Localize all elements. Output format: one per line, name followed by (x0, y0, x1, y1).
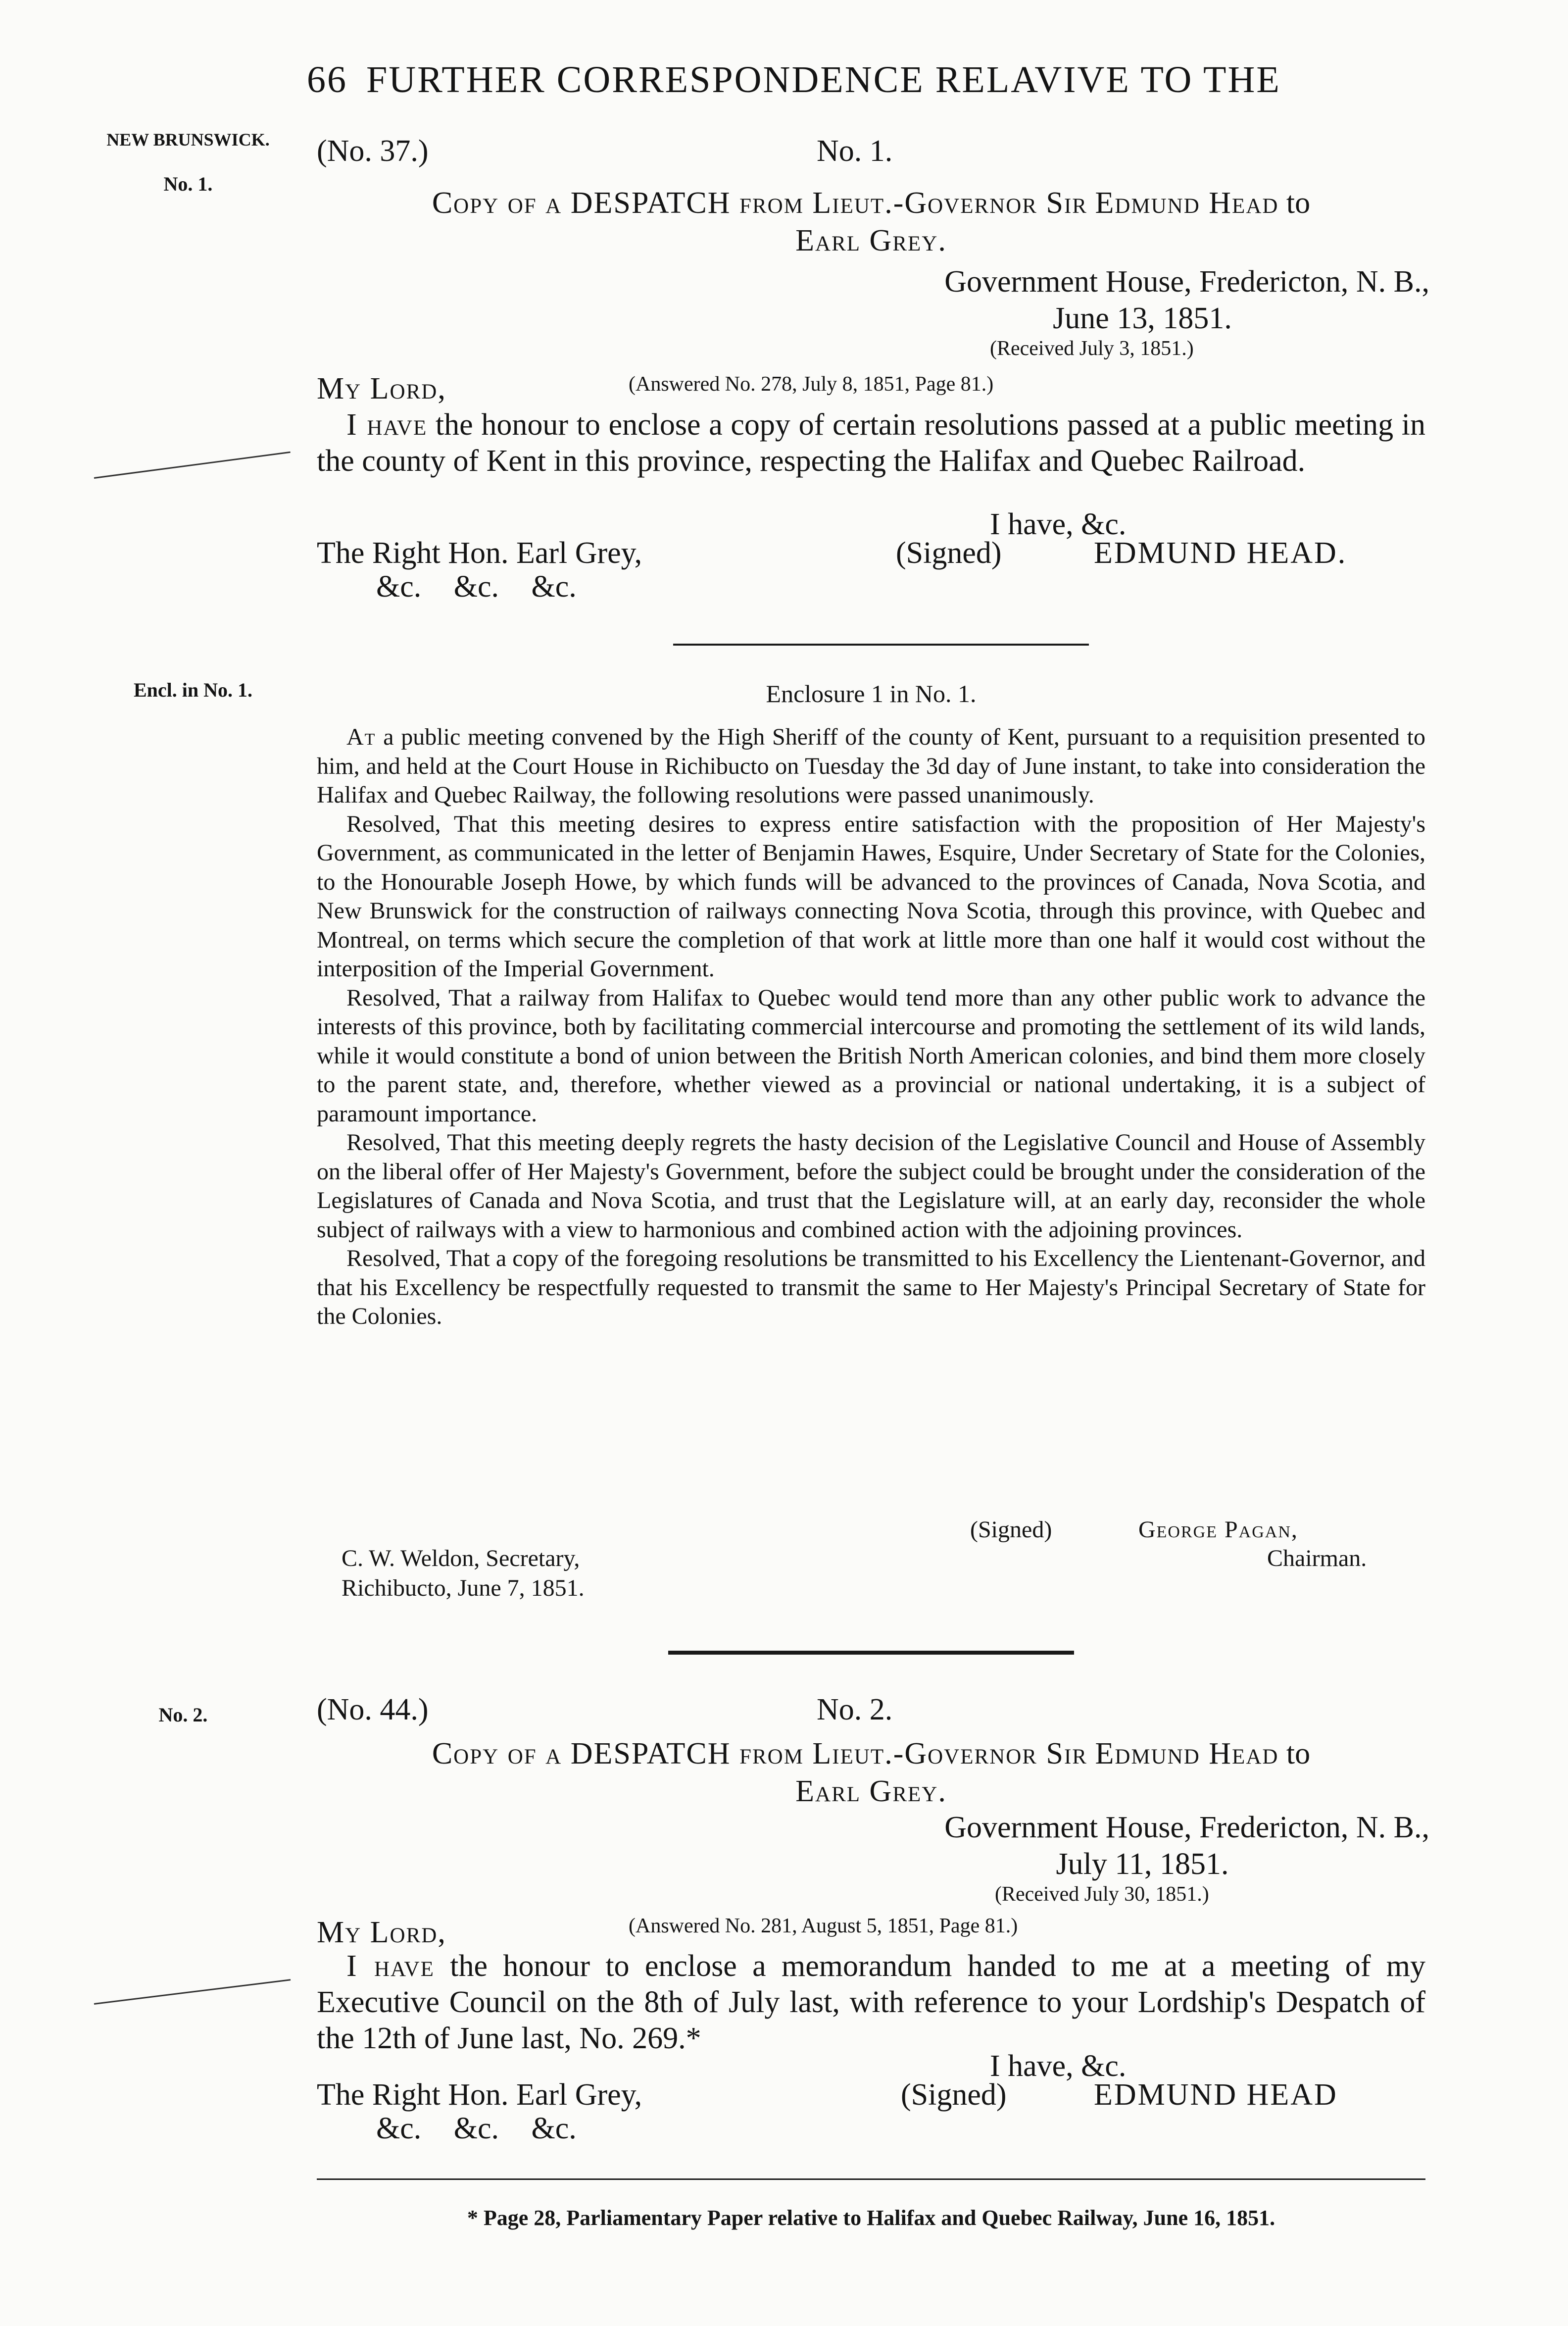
footnote: * Page 28, Parliamentary Paper relative to Halifax and Quebec Railway, June 16, 1851. (467, 2206, 1275, 2230)
despatch2-recipient-2: &c. &c. &c. (376, 2112, 577, 2145)
despatch1-title-name: Edmund Head (1095, 186, 1279, 220)
enclosure-signer-title: Chairman. (1267, 1545, 1367, 1571)
despatch1-signed: (Signed) (896, 536, 1002, 570)
despatch2-opening-word: I have (346, 1949, 435, 1983)
despatch2-date: July 11, 1851. (1056, 1847, 1229, 1881)
despatch2-title-to: to (1286, 1737, 1311, 1770)
despatch1-number: No. 1. (817, 134, 893, 168)
margin-pointer-line (94, 452, 291, 479)
despatch2-title-recipient: Earl Grey. (795, 1774, 947, 1808)
despatch2-ref: (No. 44.) (317, 1693, 429, 1726)
despatch1-address-block (855, 263, 1429, 337)
enclosure-para-4: Resolved, That this meeting deeply regrets the hasty decision of the Legislative Council and House of Assembly on the liberal offer of Her Majesty's Government, before the subject could be brought under the consideration of the Legislatures of Canada and Nova Scotia, and trust that the Legislature will, at an early day, reconsider the whole subject of railways with a view to harmonious and combined action with the adjoining provinces. (317, 1129, 1425, 1243)
despatch2-body (317, 1948, 1425, 2057)
despatch1-answered: (Answered No. 278, July 8, 1851, Page 81.) (629, 373, 994, 396)
margin-no2: No. 2. (158, 1704, 208, 1726)
despatch2-address: Government House, Fredericton, N. B., (944, 1811, 1429, 1844)
enclosure-para-1 (317, 723, 1425, 810)
margin-no1: No. 1. (163, 173, 213, 195)
despatch2-body-text: the honour to enclose a memorandum handed to me at a meeting of my Executive Council on the 8th of July last, with reference to your Lordship's Despatch of the 12th of June last, No. 269.* (317, 1949, 1426, 2055)
enclosure-text (317, 723, 1425, 1331)
despatch1-title-to: to (1286, 186, 1311, 220)
despatch2-signed: (Signed) (901, 2078, 1007, 2112)
enclosure-para-2: Resolved, That this meeting desires to express entire satisfaction with the proposition of Her Majesty's Government, as communicated in the letter of Benjamin Hawes, Esquire, Under Secretary of State for the Colonies, to the Honourable Joseph Howe, by which funds will be advanced to the provinces of Canada, Nova Scotia, and New Brunswick for the construction of railways connecting Nova Scotia, through this province, with Quebec and Montreal, on terms which secure the completion of that work at little more than one half it would cost without the interposition of the Imperial Government. (317, 810, 1425, 982)
running-title: FURTHER CORRESPONDENCE RELAVIVE TO THE (366, 59, 1281, 101)
despatch1-body (317, 407, 1425, 479)
margin-province: NEW BRUNSWICK. (106, 130, 270, 150)
despatch1-salutation-text: My Lord, (317, 372, 446, 405)
despatch1-opening-word: I have (346, 408, 428, 442)
despatch1-title (317, 184, 1425, 259)
despatch2-answered: (Answered No. 281, August 5, 1851, Page 81.) (629, 1915, 1018, 1937)
despatch1-received: (Received July 3, 1851.) (990, 337, 1194, 360)
margin-encl: Encl. in No. 1. (133, 679, 253, 701)
enclosure-lead-word: At (346, 724, 376, 750)
despatch2-signature: EDMUND HEAD (1094, 2078, 1338, 2112)
despatch1-address: Government House, Fredericton, N. B., (944, 265, 1429, 299)
enclosure-secretary: C. W. Weldon, Secretary, (342, 1545, 580, 1571)
enclosure-place-date: Richibucto, June 7, 1851. (342, 1575, 585, 1601)
despatch1-recipient-1: The Right Hon. Earl Grey, (317, 536, 642, 570)
despatch1-title-prefix: Copy of a DESPATCH from Lieut.-Governor Sir (432, 186, 1087, 220)
footnote-rule (317, 2178, 1425, 2180)
enclosure-para-3: Resolved, That a railway from Halifax to Quebec would tend more than any other public work to advance the interests of this province, both by facilitating commercial intercourse and promoting the settlement of its wild lands, while it would constitute a bond of union between the British North American colonies, and bind them more closely to the parent state, and, therefore, whether viewed as a provincial or national undertaking, it is a subject of paramount importance. (317, 984, 1425, 1127)
despatch1-ref: (No. 37.) (317, 134, 429, 168)
despatch1-date: June 13, 1851. (1053, 302, 1232, 335)
despatch1-title-recipient: Earl Grey. (795, 224, 947, 257)
enclosure-signer: George Pagan, (1138, 1517, 1298, 1543)
despatch2-title (317, 1735, 1425, 1810)
despatch2-address-block (855, 1809, 1429, 1882)
page-number: 66 (307, 59, 347, 101)
enclosure-para-5: Resolved, That a copy of the foregoing resolutions be transmitted to his Excellency the Lientenant-Governor, and that his Excellency be respectfully requested to transmit the same to Her Majesty's Principal Secretary of State for the Colonies. (317, 1245, 1425, 1329)
despatch1-signature: EDMUND HEAD. (1094, 536, 1347, 570)
enclosure-heading: Enclosure 1 in No. 1. (766, 680, 977, 708)
despatch2-closing: I have, &c. (990, 2049, 1127, 2083)
despatch2-salutation (317, 1915, 446, 1950)
enclosure-para-1-text: a public meeting convened by the High Sheriff of the county of Kent, pursuant to a requisition presented to him, and held at the Court House in Richibucto on Tuesday the 3d day of June instant, to take into consideration the Halifax and Quebec Railway, the following resolutions were passed unanimously. (317, 724, 1426, 808)
margin-pointer-line (94, 1979, 291, 2005)
section-divider (673, 644, 1089, 646)
despatch1-recipient-2: &c. &c. &c. (376, 570, 577, 604)
despatch2-received: (Received July 30, 1851.) (995, 1883, 1209, 1906)
despatch2-salutation-text: My Lord, (317, 1916, 446, 1949)
despatch1-closing: I have, &c. (990, 507, 1127, 541)
despatch2-title-name: Edmund Head (1095, 1737, 1279, 1770)
despatch2-title-prefix: Copy of a DESPATCH from Lieut.-Governor Sir (432, 1737, 1087, 1770)
despatch1-salutation (317, 371, 446, 406)
despatch2-recipient-1: The Right Hon. Earl Grey, (317, 2078, 642, 2112)
section-divider-heavy (668, 1651, 1074, 1655)
despatch1-body-text: the honour to enclose a copy of certain resolutions passed at a public meeting in the county of Kent in this province, respecting the Halifax and Quebec Railroad. (317, 408, 1425, 478)
running-head (307, 58, 1281, 101)
despatch2-number: No. 2. (817, 1693, 893, 1726)
enclosure-signed: (Signed) (970, 1517, 1052, 1543)
